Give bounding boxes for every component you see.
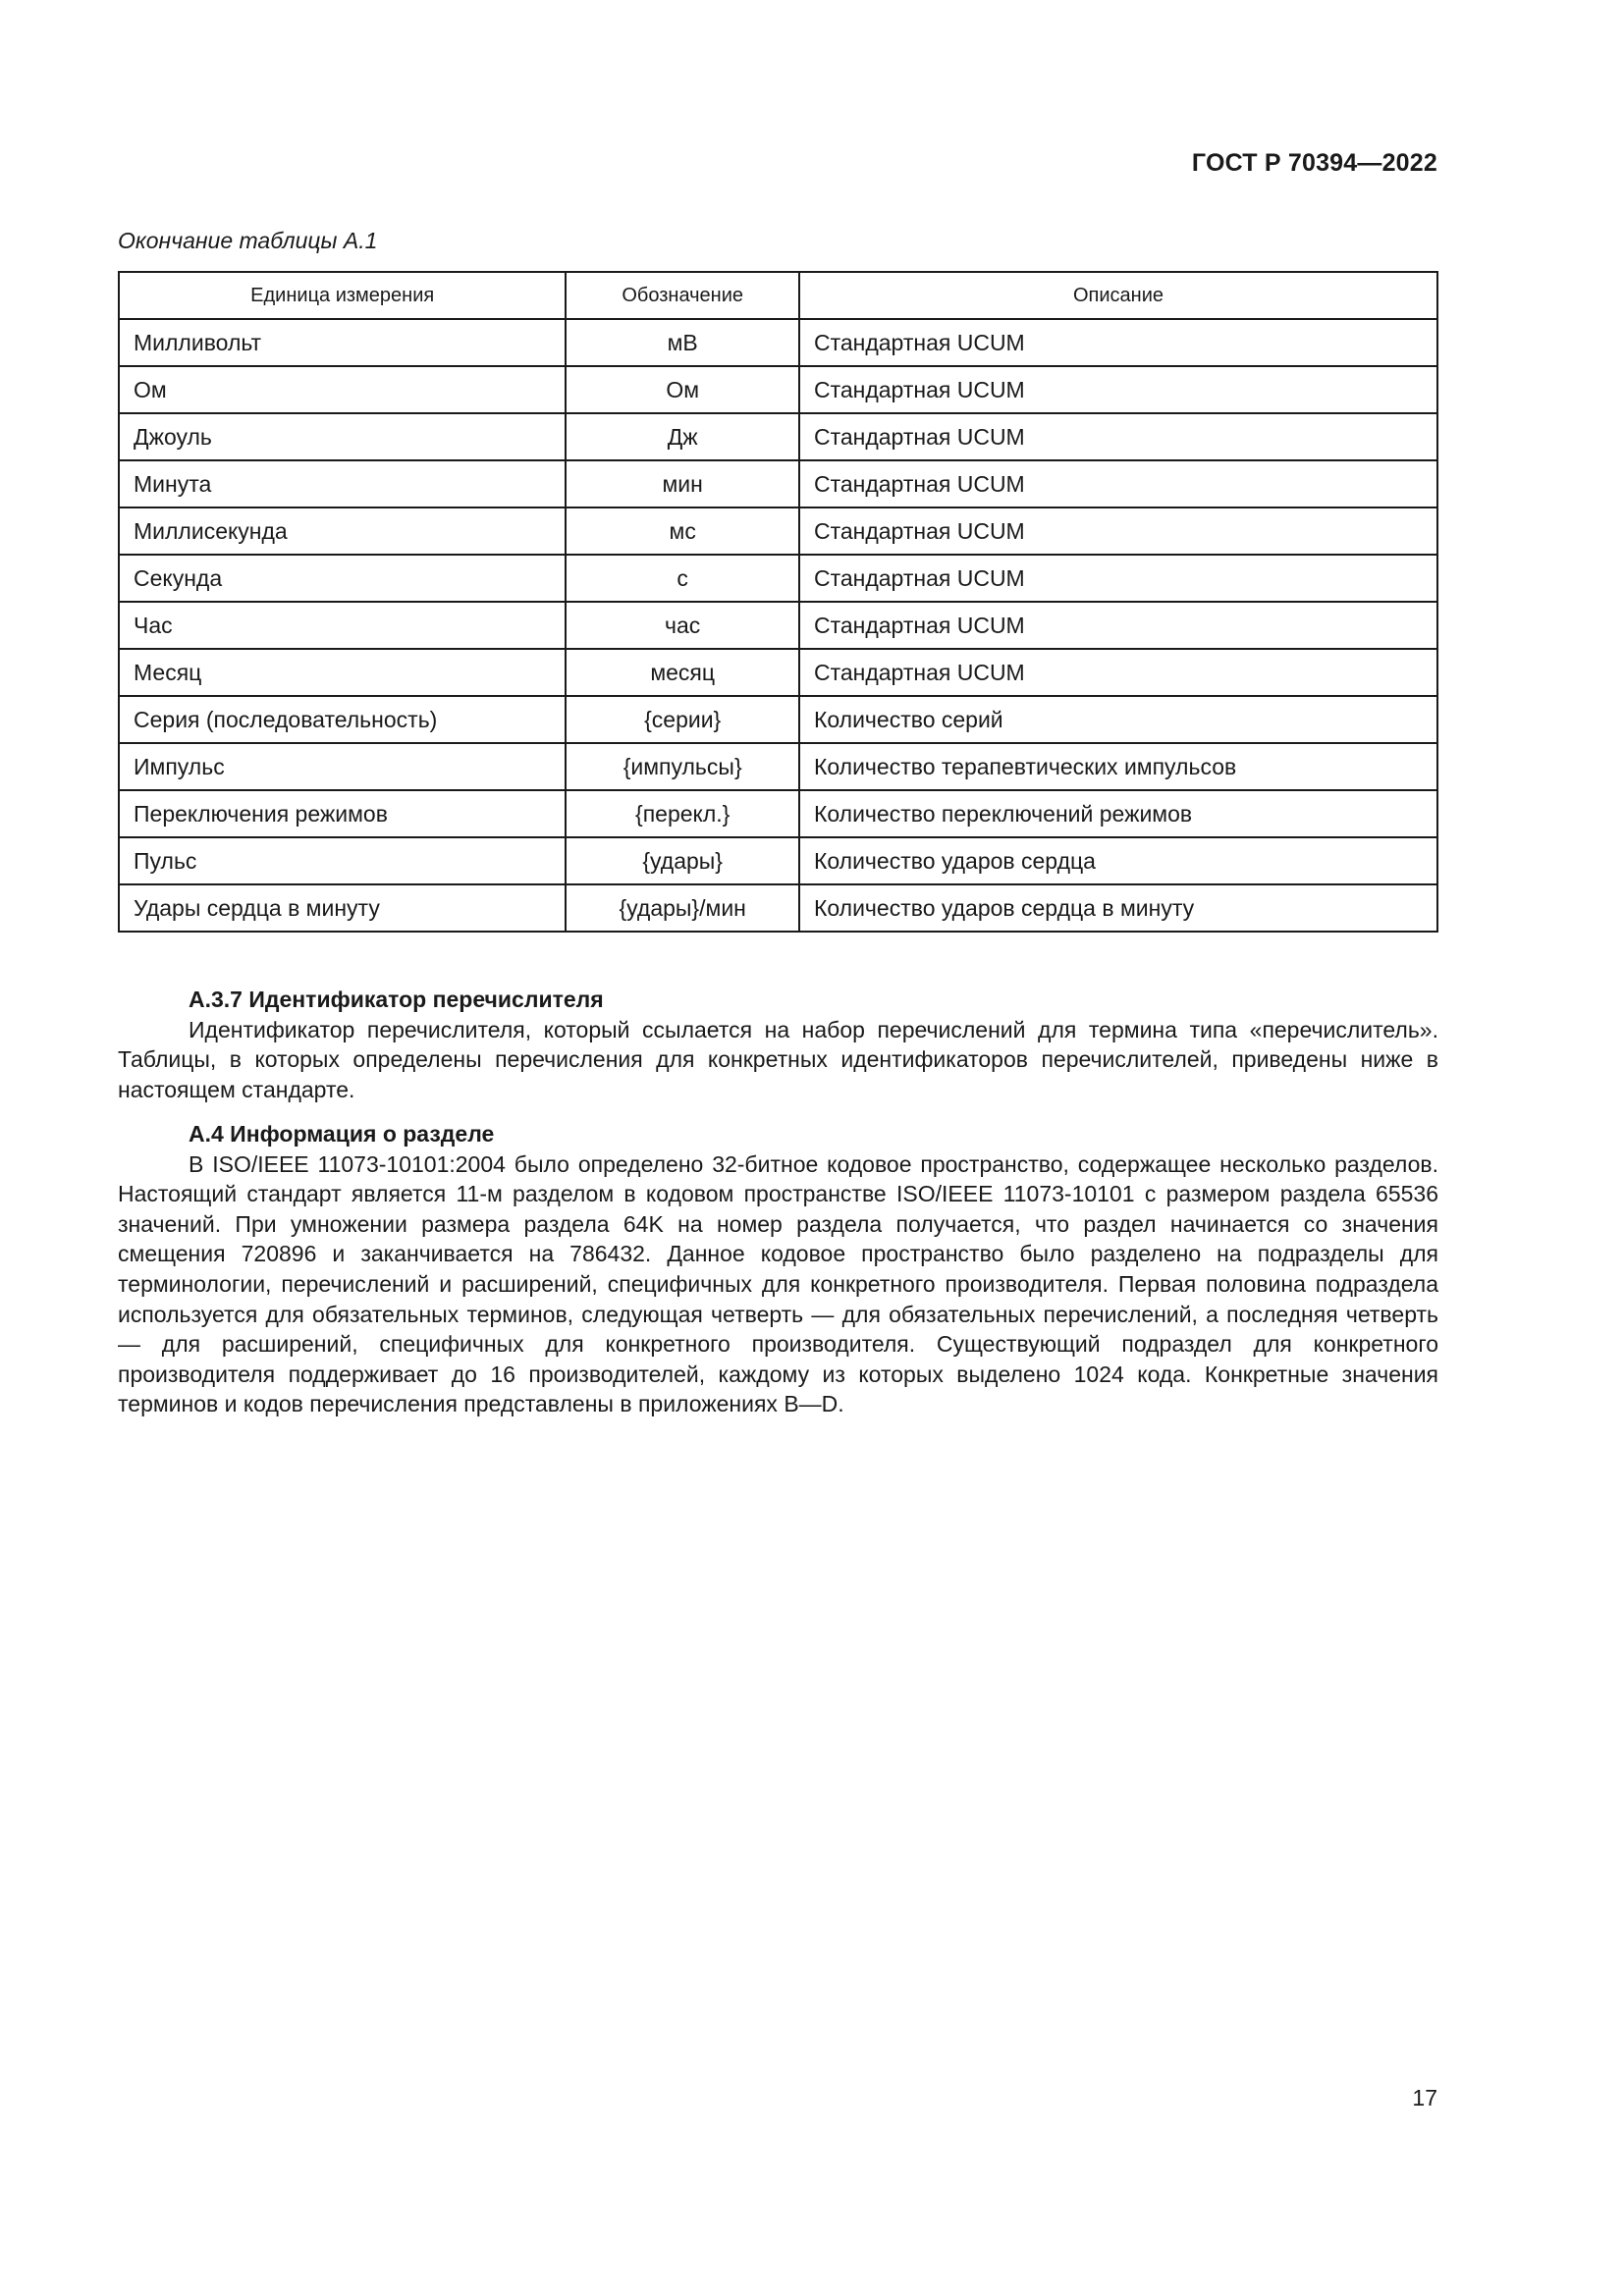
cell-description: Стандартная UCUM [799, 507, 1437, 555]
cell-description: Стандартная UCUM [799, 602, 1437, 649]
table-row [119, 319, 1437, 366]
cell-symbol: час [566, 602, 799, 649]
cell-symbol: Дж [566, 413, 799, 460]
table-row [119, 555, 1437, 602]
cell-unit: Серия (последовательность) [119, 696, 566, 743]
cell-unit: Джоуль [119, 413, 566, 460]
cell-symbol: Ом [566, 366, 799, 413]
cell-description: Стандартная UCUM [799, 555, 1437, 602]
cell-description: Стандартная UCUM [799, 319, 1437, 366]
cell-description: Стандартная UCUM [799, 366, 1437, 413]
section-enumerator-id [118, 985, 1438, 1104]
table-row [119, 837, 1437, 884]
cell-symbol: {импульсы} [566, 743, 799, 790]
cell-unit: Месяц [119, 649, 566, 696]
standard-code: ГОСТ Р 70394—2022 [1191, 149, 1437, 177]
cell-symbol: {удары}/мин [566, 884, 799, 932]
table-row [119, 366, 1437, 413]
table-row [119, 696, 1437, 743]
table-row [119, 884, 1437, 932]
section-heading: А.3.7 Идентификатор перечислителя [189, 987, 604, 1012]
table-row [119, 649, 1437, 696]
cell-description: Количество ударов сердца в минуту [799, 884, 1437, 932]
table-row [119, 507, 1437, 555]
cell-unit: Милливольт [119, 319, 566, 366]
cell-symbol: {серии} [566, 696, 799, 743]
cell-unit: Минута [119, 460, 566, 507]
cell-unit: Миллисекунда [119, 507, 566, 555]
units-table [118, 271, 1438, 933]
section-partition-info [118, 1119, 1438, 1419]
cell-symbol: месяц [566, 649, 799, 696]
cell-description: Количество серий [799, 696, 1437, 743]
table-row [119, 413, 1437, 460]
cell-unit: Удары сердца в минуту [119, 884, 566, 932]
table-row [119, 743, 1437, 790]
cell-symbol: мВ [566, 319, 799, 366]
cell-description: Стандартная UCUM [799, 460, 1437, 507]
table-row [119, 602, 1437, 649]
cell-unit: Секунда [119, 555, 566, 602]
cell-symbol: мин [566, 460, 799, 507]
cell-description: Стандартная UCUM [799, 413, 1437, 460]
cell-symbol: с [566, 555, 799, 602]
cell-unit: Ом [119, 366, 566, 413]
cell-unit: Пульс [119, 837, 566, 884]
cell-unit: Переключения режимов [119, 790, 566, 837]
column-header-symbol: Обозначение [566, 272, 799, 319]
section-body: Идентификатор перечислителя, который ссылается на набор перечислений для термина типа «перечислитель». Таблицы, в которых определены перечисления для конкретных идентификаторов перечислителей, приведены ниже в настоящем стандарте. [118, 1016, 1438, 1102]
cell-description: Количество терапевтических импульсов [799, 743, 1437, 790]
cell-symbol: {перекл.} [566, 790, 799, 837]
cell-symbol: {удары} [566, 837, 799, 884]
table-row [119, 460, 1437, 507]
table-row [119, 790, 1437, 837]
page-number: 17 [1412, 2085, 1437, 2110]
cell-description: Количество переключений режимов [799, 790, 1437, 837]
cell-unit: Импульс [119, 743, 566, 790]
cell-symbol: мс [566, 507, 799, 555]
section-heading: А.4 Информация о разделе [189, 1121, 495, 1147]
section-body: В ISO/IEEE 11073-10101:2004 было определено 32-битное кодовое пространство, содержащее несколько разделов. Настоящий стандарт является 11-м разделом в кодовом пространстве ISO/IEEE 11073-10101 с размером раздела 65536 значений. При умножении размера раздела 64K на номер раздела получается, что раздел начинается со значения смещения 720896 и заканчивается на 786432. Данное кодовое пространство было разделено на подразделы для терминологии, перечислений и расширений, специфичных для конкретного производителя. Первая половина подраздела используется для обязательных терминов, следующая четверть — для обязательных перечислений, а последняя четверть — для расширений, специфичных для конкретного производителя. Существующий подраздел для конкретного производителя поддерживает до 16 производителей, каждому из которых выделено 1024 кода. Конкретные значения терминов и кодов перечисления представлены в приложениях B—D. [118, 1150, 1438, 1417]
cell-description: Количество ударов сердца [799, 837, 1437, 884]
cell-unit: Час [119, 602, 566, 649]
column-header-unit: Единица измерения [119, 272, 566, 319]
column-header-description: Описание [799, 272, 1437, 319]
cell-description: Стандартная UCUM [799, 649, 1437, 696]
table-caption: Окончание таблицы А.1 [118, 228, 378, 253]
table-header-row [119, 272, 1437, 319]
